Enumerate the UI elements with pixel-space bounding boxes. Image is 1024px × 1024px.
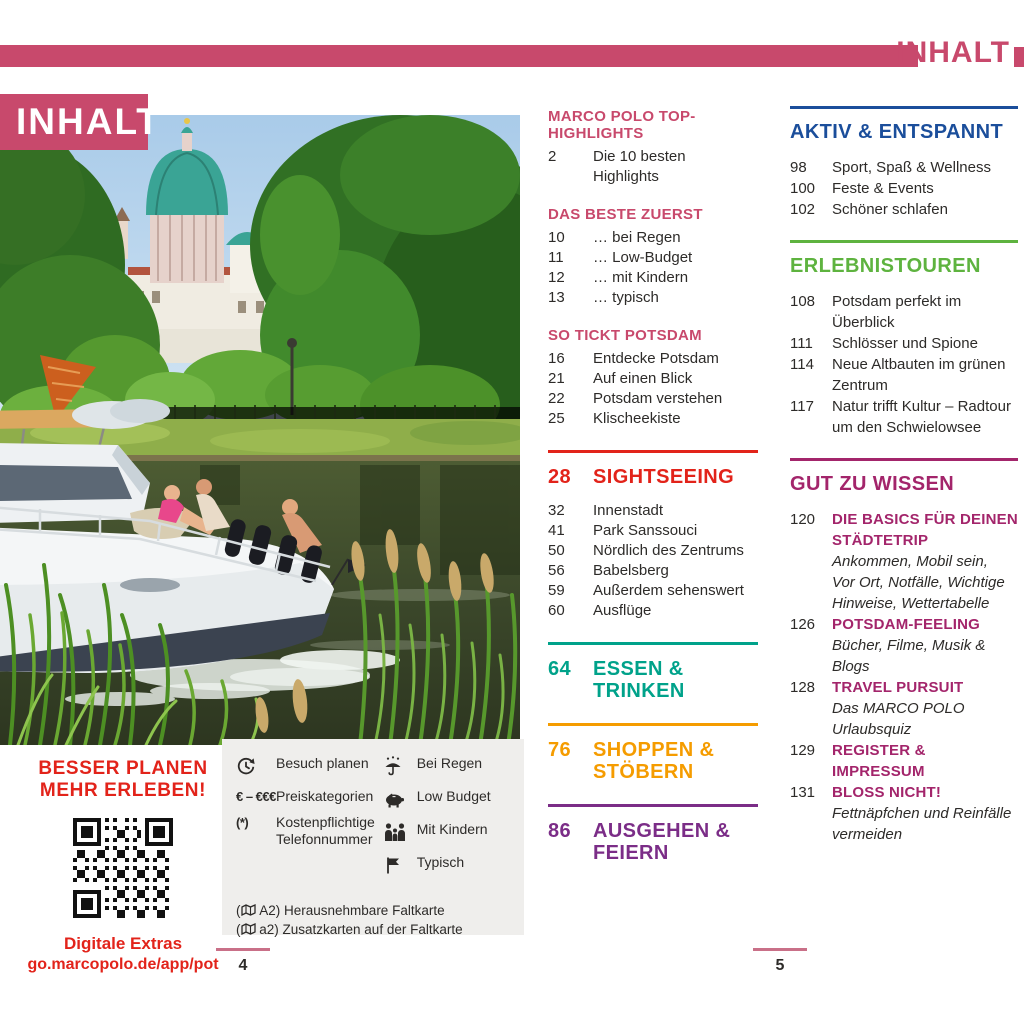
chapter-title: SIGHTSEEING	[593, 466, 735, 488]
planner-block	[16, 758, 230, 974]
toc-entry-page: 25	[548, 410, 565, 427]
toc-entry-text	[593, 147, 686, 187]
map-icon	[241, 922, 256, 937]
toc-entry-page: 60	[548, 602, 565, 619]
page-edge-fragment	[1014, 47, 1024, 67]
legend-label	[276, 814, 375, 848]
toc-entry[interactable]	[548, 228, 758, 248]
chapter-block	[548, 450, 758, 621]
top-accent-bar	[0, 45, 918, 67]
toc-entry-page: 50	[548, 542, 565, 559]
legend-panel	[222, 739, 524, 935]
toc-entry-line: Das MARCO POLO Urlaubsquiz	[832, 700, 965, 738]
inhalt-badge	[0, 94, 161, 150]
toc-entry-text	[832, 291, 1018, 333]
chapter-title: SHOPPEN & STÖBERN	[593, 739, 715, 783]
section-rule	[790, 458, 1018, 461]
map-notes	[236, 901, 514, 939]
toc-entry-text	[832, 333, 978, 354]
chapter-title: AUSGEHEN & FEIERN	[593, 820, 731, 864]
toc-entry[interactable]	[790, 291, 1018, 333]
toc-entry-text	[832, 396, 1011, 438]
toc-entry-line: Park Sanssouci	[593, 522, 698, 539]
toc-group	[548, 327, 758, 429]
toc-entry-line: BLOSS NICHT!	[832, 784, 942, 801]
toc-entry-line: Natur trifft Kultur – Radtour	[832, 398, 1011, 415]
toc-entry[interactable]	[790, 199, 1018, 220]
toc-entry-line: DIE BASICS FÜR DEINEN	[832, 511, 1018, 528]
legend-label-line: Preiskategorien	[276, 788, 374, 804]
toc-entry-line: Sport, Spaß & Wellness	[832, 159, 991, 176]
toc-section	[790, 240, 1018, 438]
toc-entry-text	[593, 288, 659, 308]
digital-extras-title: Digitale Extras	[63, 934, 183, 953]
chapter-row[interactable]	[548, 658, 758, 702]
toc-group	[548, 206, 758, 308]
legend-label	[276, 755, 369, 772]
toc-group	[548, 108, 758, 187]
toc-entry-line: Hinweise, Wettertabelle	[832, 595, 990, 612]
legend-item	[383, 755, 514, 779]
page-number-rule	[216, 948, 270, 951]
toc-entry-text	[593, 561, 669, 581]
page-number-left	[213, 948, 273, 975]
toc-entry-page: 102	[790, 201, 816, 218]
toc-entry-page: 32	[548, 502, 565, 519]
toc-entry-line: Innenstadt	[593, 502, 664, 519]
toc-entry-line: Schlösser und Spione	[832, 335, 978, 352]
legend-item	[383, 821, 514, 845]
cover-photo-illustration	[0, 115, 520, 745]
legend-label	[417, 755, 482, 772]
chapter-block	[548, 804, 758, 864]
piggy-bank-icon	[383, 788, 417, 812]
toc-entry[interactable]	[548, 541, 758, 561]
toc-entry-line: Bücher, Filme, Musik & Blogs	[832, 637, 986, 675]
section-rule	[790, 106, 1018, 109]
map-note: ( a2) Zusatzkarten auf der Faltkarte	[236, 922, 463, 937]
toc-entry[interactable]	[548, 561, 758, 581]
toc-entry-line: um den Schwielowsee	[832, 419, 982, 436]
toc-entry-page: 117	[790, 398, 814, 415]
toc-entry-line: … mit Kindern	[593, 269, 689, 286]
toc-entry-line: STÄDTETRIP	[832, 532, 929, 549]
toc-group-title: MARCO POLO TOP-HIGHLIGHTS	[548, 108, 696, 142]
toc-entry-page: 41	[548, 522, 565, 539]
chapter-title: ESSEN & TRINKEN	[593, 658, 685, 702]
legend-label-line: Mit Kindern	[416, 821, 488, 837]
legend-item	[383, 854, 514, 878]
toc-entry-text	[593, 501, 663, 521]
toc-entry-line: Zentrum	[832, 377, 888, 394]
flag-icon	[383, 854, 417, 878]
toc-chapters	[548, 450, 758, 864]
toc-entry-line: Neue Altbauten im grünen	[832, 356, 1006, 373]
toc-entry[interactable]	[790, 614, 1018, 677]
toc-entry-line: Vor Ort, Notfälle, Wichtige	[832, 574, 1005, 591]
toc-entry-page: 100	[790, 180, 816, 197]
toc-entry-text	[832, 354, 1005, 396]
section-title: AKTIV & ENTSPANNT	[790, 121, 1004, 143]
toc-entry-line: Potsdam verstehen	[593, 390, 723, 407]
section-title: ERLEBNISTOUREN	[790, 255, 981, 277]
toc-entry-page: 56	[548, 562, 565, 579]
chapter-rule	[548, 642, 758, 645]
toc-entry-line: REGISTER & IMPRESSUM	[832, 742, 926, 780]
umbrella-icon	[383, 755, 417, 779]
toc-entry-line: Auf einen Blick	[593, 370, 693, 387]
chapter-row[interactable]	[548, 820, 758, 864]
legend-label-line: Telefonnummer	[276, 831, 373, 847]
legend-label-line: Kostenpflichtige	[276, 814, 375, 830]
toc-entry-text	[593, 248, 692, 268]
toc-entry-page: 12	[548, 269, 565, 286]
toc-entry-line: Highlights	[593, 168, 659, 185]
toc-entry[interactable]	[790, 354, 1018, 396]
chapter-row[interactable]	[548, 739, 758, 783]
toc-entry-text	[832, 677, 1018, 740]
toc-entry-page: 108	[790, 293, 816, 310]
toc-entry-line: Fettnäpfchen und Reinfälle	[832, 805, 1012, 822]
toc-entry-line: Potsdam perfekt im Überblick	[832, 293, 962, 331]
chapter-entries	[548, 501, 758, 621]
toc-entry-page: 13	[548, 289, 565, 306]
toc-section	[790, 106, 1018, 220]
toc-entry[interactable]	[548, 581, 758, 601]
toc-entry-text	[593, 268, 688, 288]
price-range-symbol: € – €€€	[236, 789, 276, 804]
toc-entry-line: vermeiden	[832, 826, 903, 843]
legend-label-line: Besuch planen	[276, 755, 369, 771]
section-title: GUT ZU WISSEN	[790, 473, 955, 495]
clock-icon	[236, 755, 276, 779]
toc-entry-page: 129	[790, 742, 816, 759]
toc-section	[790, 458, 1018, 845]
qr-code	[65, 810, 181, 926]
toc-entry-line: Schöner schlafen	[832, 201, 948, 218]
toc-entry-page: 98	[790, 159, 807, 176]
toc-entry-line: Ankommen, Mobil sein,	[832, 553, 988, 570]
toc-entry-line: Außerdem sehenswert	[593, 582, 744, 599]
legend-label	[417, 788, 491, 805]
map-icon	[241, 903, 256, 918]
section-rule	[790, 240, 1018, 243]
toc-entry-line: Nördlich des Zentrums	[593, 542, 744, 559]
toc-entry[interactable]	[548, 501, 758, 521]
digital-extras-url[interactable]: go.marcopolo.de/app/pot	[27, 956, 219, 973]
family-icon	[383, 821, 417, 845]
toc-entry-text	[832, 178, 934, 199]
legend-label-line: Low Budget	[416, 788, 491, 804]
toc-entry-page: 128	[790, 679, 816, 696]
legend-label	[276, 788, 373, 805]
toc-entry-line: Ausflüge	[593, 602, 652, 619]
page-number-left-value: 4	[238, 957, 248, 974]
toc-entry-page: 10	[548, 229, 565, 246]
chapter-row[interactable]	[548, 466, 758, 488]
toc-entry-line: TRAVEL PURSUIT	[832, 679, 964, 696]
chapter-block	[548, 642, 758, 702]
toc-entry-text	[832, 740, 1018, 782]
toc-entry[interactable]	[548, 248, 758, 268]
toc-entry-page: 16	[548, 350, 565, 367]
toc-entry-text	[832, 782, 1011, 845]
toc-chapters-right	[790, 106, 1018, 845]
toc-entry-line: Klischeekiste	[593, 410, 681, 427]
toc-entry-page: 59	[548, 582, 565, 599]
toc-entry-text	[832, 199, 948, 220]
toc-entry-text	[593, 409, 681, 429]
cover-photo	[0, 115, 520, 745]
map-note: ( A2) Herausnehmbare Faltkarte	[236, 903, 445, 918]
toc-entry[interactable]	[790, 178, 1018, 199]
toc-entry-line: … typisch	[593, 289, 659, 306]
toc-entry-line: POTSDAM-FEELING	[832, 616, 980, 633]
toc-entry-line: … bei Regen	[593, 229, 681, 246]
toc-entry-page: 131	[790, 784, 816, 801]
toc-groups	[548, 108, 758, 429]
toc-group-title: SO TICKT POTSDAM	[548, 327, 702, 344]
planner-line2: MEHR ERLEBEN!	[39, 780, 207, 801]
toc-entry-line: Die 10 besten	[593, 148, 686, 165]
page-number-rule	[753, 948, 807, 951]
toc-entry-text	[832, 509, 1018, 614]
toc-entry-page: 22	[548, 390, 565, 407]
toc-entry-page: 126	[790, 616, 816, 633]
toc-entry-line: Babelsberg	[593, 562, 669, 579]
chapter-page: 76	[548, 739, 572, 761]
toc-entry-text	[593, 369, 692, 389]
toc-entry-line: … Low-Budget	[593, 249, 693, 266]
chapter-page: 64	[548, 658, 572, 680]
toc-entry[interactable]	[548, 288, 758, 308]
planner-line1: BESSER PLANEN	[38, 758, 208, 779]
toc-entry[interactable]	[548, 409, 758, 429]
chapter-rule	[548, 450, 758, 453]
toc-entry[interactable]	[548, 521, 758, 541]
legend-item	[236, 788, 383, 805]
toc-entry-text	[832, 614, 1018, 677]
chapter-page: 86	[548, 820, 572, 842]
toc-entry[interactable]	[548, 389, 758, 409]
toc-entry[interactable]	[790, 333, 1018, 354]
running-head: INHALT	[896, 36, 1010, 69]
toc-entry-line: Feste & Events	[832, 180, 934, 197]
toc-entry-page: 114	[790, 356, 814, 373]
chapter-block	[548, 723, 758, 783]
page-number-right-value: 5	[775, 957, 785, 974]
toc-entry-text	[593, 389, 722, 409]
toc-entry[interactable]	[548, 349, 758, 369]
toc-entry-line: Entdecke Potsdam	[593, 350, 719, 367]
chapter-rule	[548, 723, 758, 726]
legend-label	[417, 854, 464, 871]
toc-column-right	[790, 106, 1018, 845]
toc-entry-text	[593, 601, 651, 621]
toc-entry-page: 111	[790, 335, 813, 352]
legend-item	[236, 814, 383, 848]
legend-column-left	[236, 755, 383, 887]
chapter-page: 28	[548, 466, 572, 488]
toc-entry[interactable]	[790, 509, 1018, 614]
toc-entry-text	[593, 581, 744, 601]
legend-item	[236, 755, 383, 779]
toc-entry-page: 120	[790, 511, 816, 528]
inhalt-badge-label: INHALT	[16, 101, 161, 142]
legend-label	[417, 821, 488, 838]
toc-entry[interactable]	[548, 268, 758, 288]
toc-entry-page: 21	[548, 370, 565, 387]
toc-entry[interactable]	[548, 601, 758, 621]
toc-column-left	[548, 108, 758, 864]
toc-entry[interactable]	[548, 147, 758, 187]
toc-entry[interactable]	[548, 369, 758, 389]
toc-entry[interactable]	[790, 782, 1018, 845]
chapter-rule	[548, 804, 758, 807]
toc-entry[interactable]	[790, 396, 1018, 438]
legend-column-right	[383, 755, 514, 887]
legend-label-line: Typisch	[416, 854, 465, 870]
toc-entry-text	[593, 521, 697, 541]
toc-entry-text	[593, 228, 681, 248]
toc-group-title: DAS BESTE ZUERST	[548, 206, 703, 223]
toc-entry-page: 11	[548, 249, 564, 266]
page-number-right	[750, 948, 810, 975]
toc-entry-text	[593, 541, 744, 561]
toc-entry[interactable]	[790, 677, 1018, 740]
paid-phone-symbol: (*)	[236, 815, 249, 830]
legend-item	[383, 788, 514, 812]
toc-entry-text	[593, 349, 719, 369]
toc-entry-page: 2	[548, 148, 557, 165]
legend-label-line: Bei Regen	[416, 755, 483, 771]
toc-entry[interactable]	[790, 740, 1018, 782]
toc-entry[interactable]	[790, 157, 1018, 178]
toc-entry-text	[832, 157, 991, 178]
